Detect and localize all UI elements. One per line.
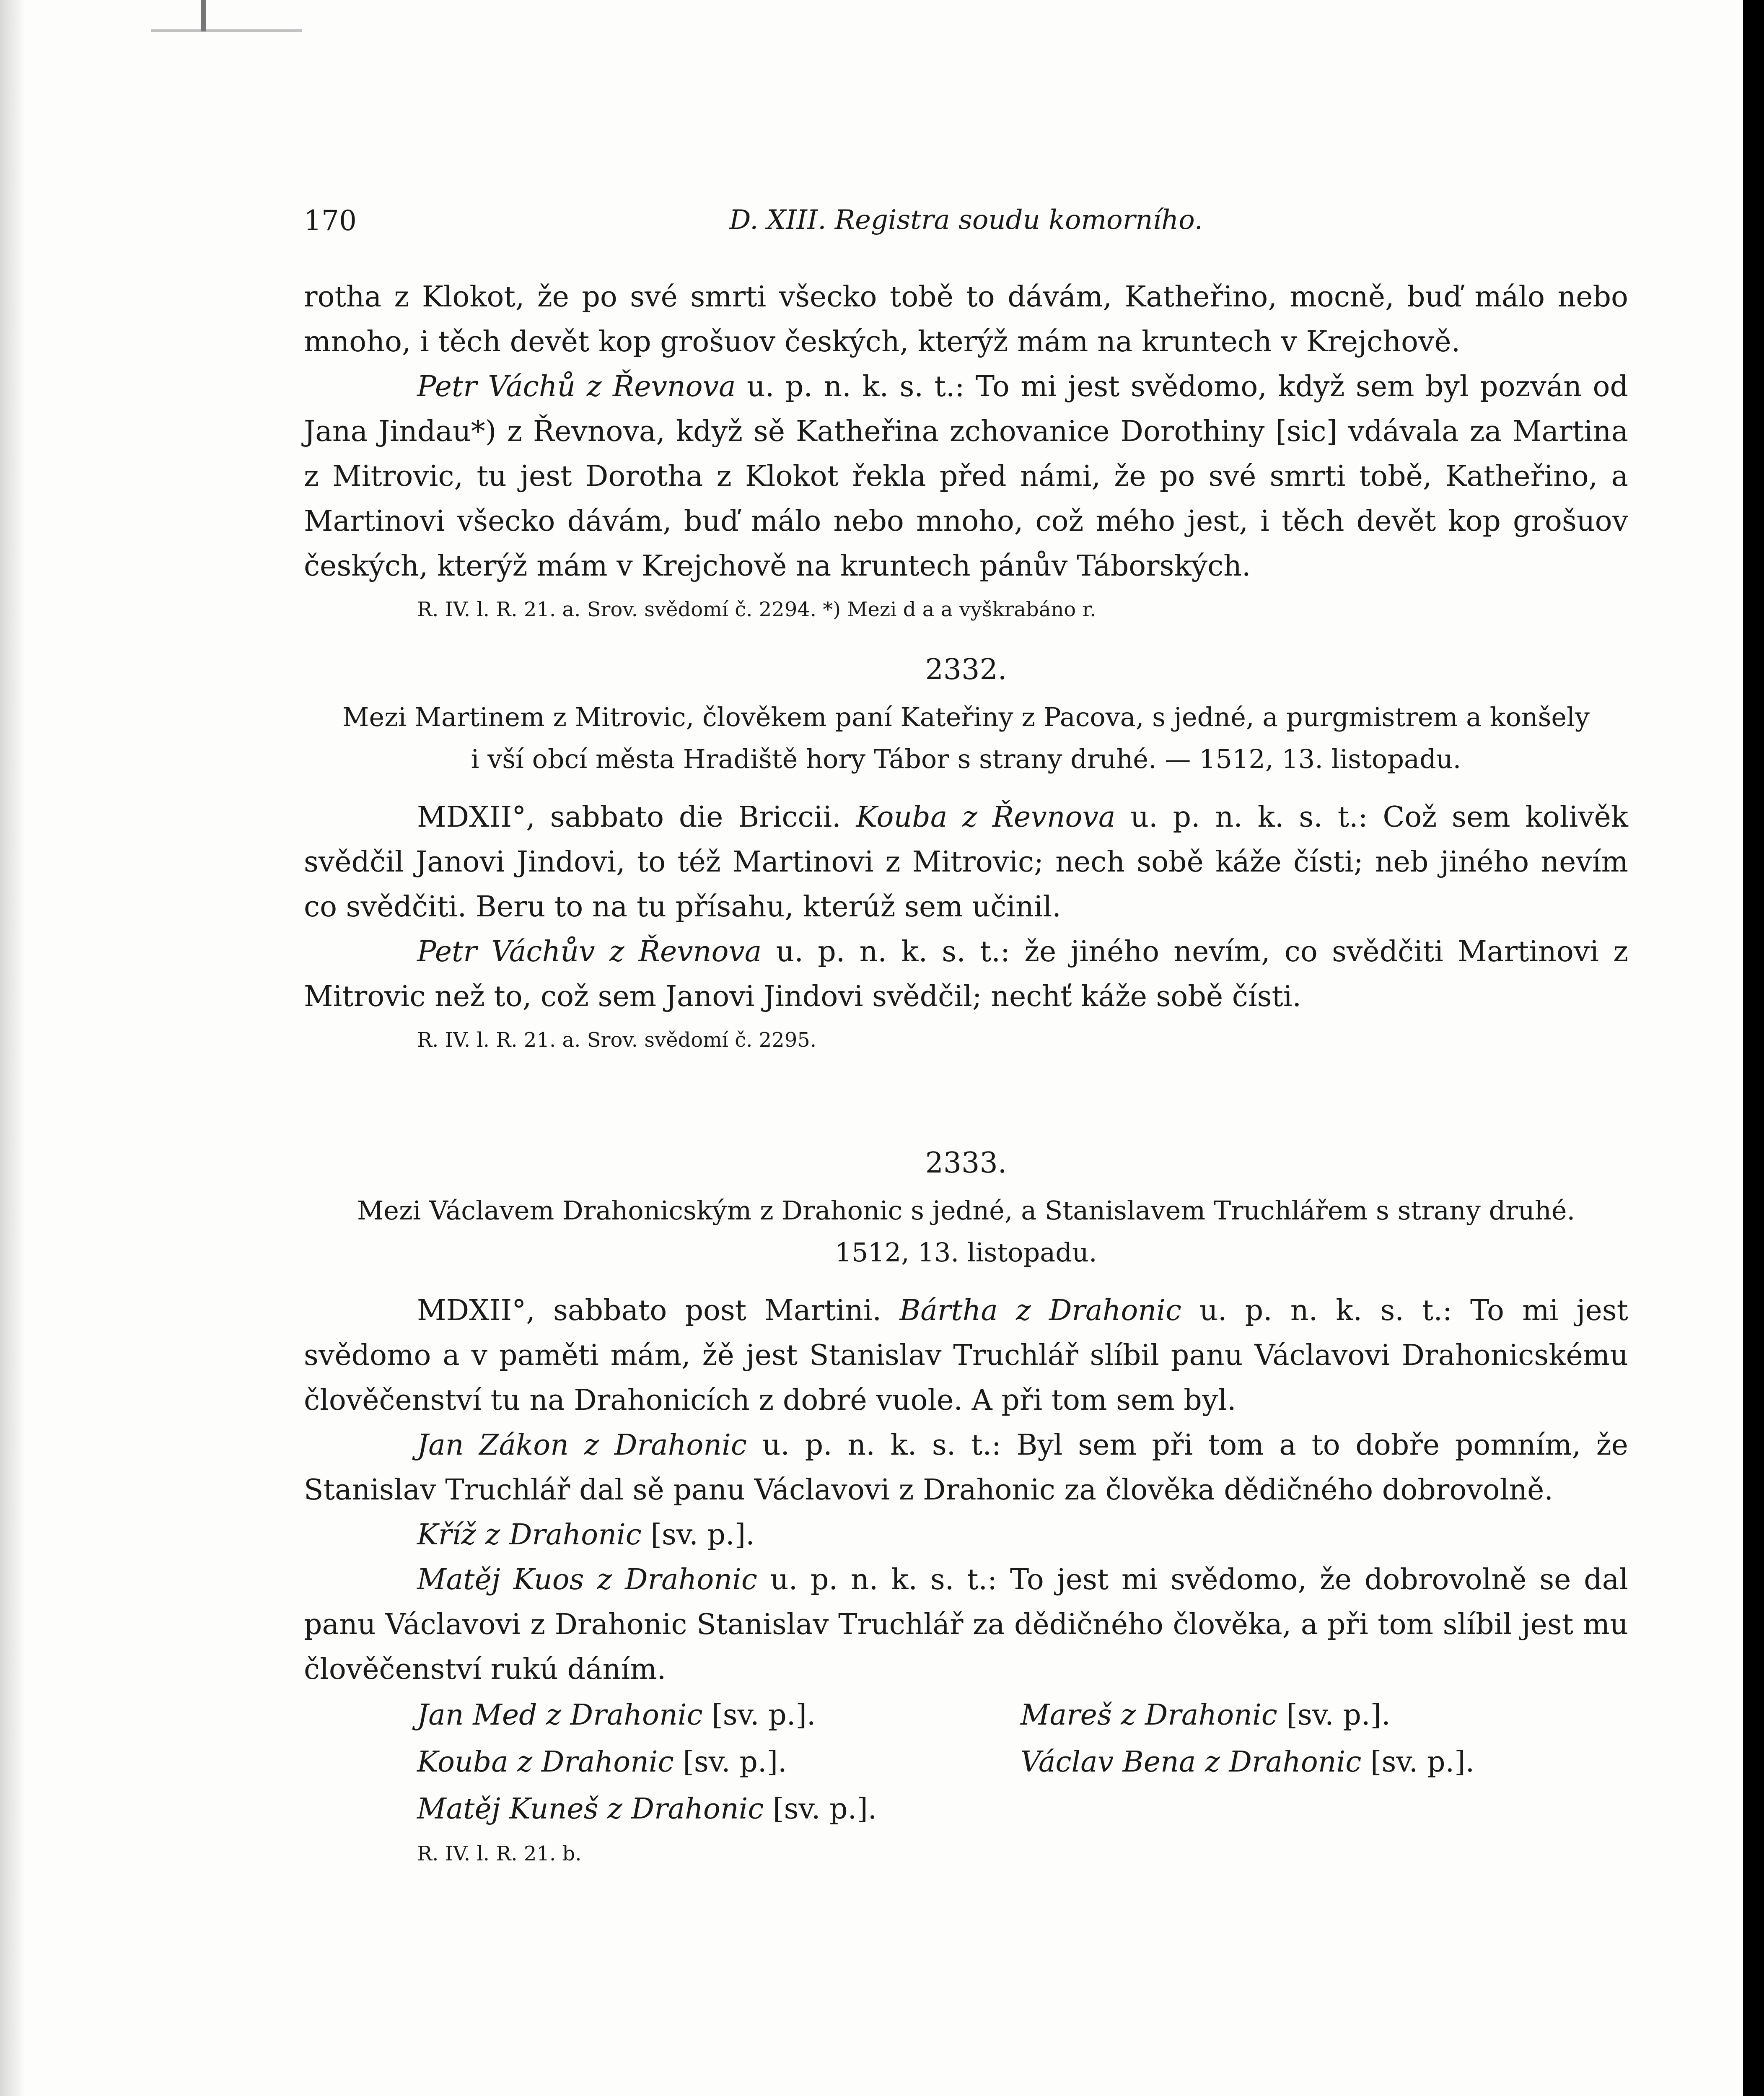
paragraph: Jan Zákon z Drahonic u. p. n. k. s. t.: Byl sem při tom a to dobře pomním, že Stanislav Truchlář dal sě panu Václavovi z Drahonic za člověka dědičného dobrovolně. — [304, 1429, 1628, 1507]
scan-artifact — [151, 0, 302, 32]
witness-name: Petr Váchů z Řevnova — [417, 370, 736, 403]
witness-name: Kouba z Řevnova — [856, 801, 1116, 834]
date: MDXII°, sabbato die Briccii. — [417, 801, 856, 834]
paragraph: Petr Váchů z Řevnova u. p. n. k. s. t.: To mi jest svědomo, když sem byl pozván od Jana Jindau*) z Řevnova, když sě Katheřina zchovanice Dorothiny [sic] vdávala za Martina z Mitrovic, tu jest Dorotha z Klokot řekla před námi, že po své smrti tobě, Katheřino, a Martinovi všecko dávám, buď málo nebo mnoho, což mého jest, i těch devět kop grošuov českých, kterýž mám v Krejchově na kruntech pánův Táborských. — [304, 370, 1628, 583]
paragraph: rotha z Klokot, že po své smrti všecko tobě to dávám, Katheřino, mocně, buď málo nebo mnoho, i těch devět kop grošuov českých, kterýž mám na kruntech v Krejchově. — [304, 280, 1628, 358]
footnote: R. IV. l. R. 21. b. — [417, 1842, 582, 1865]
entry-summary: Mezi Václavem Drahonicským z Drahonic s jedné, a Stanislavem Truchlářem s strany druhé. 1512, 13. listopadu. — [357, 1195, 1575, 1268]
paragraph: Petr Váchův z Řevnova u. p. n. k. s. t.: že jiného nevím, co svědčiti Martinovi z Mitrovic než to, což sem Janovi Jindovi svědčil; nechť káže sobě čísti. — [304, 935, 1628, 1013]
paragraph: Kříž z Drahonic [sv. p.]. — [417, 1518, 755, 1551]
footnote: R. IV. l. R. 21. a. Srov. svědomí č. 2294. *) Mezi d a a vyškrabáno r. — [417, 598, 1096, 621]
entry-number: 2332. — [925, 653, 1007, 686]
witness-item: Jan Med z Drahonic [sv. p.]. — [417, 1699, 816, 1732]
witness-name: Petr Váchův z Řevnova — [417, 935, 762, 968]
witness-list — [304, 1692, 1628, 1833]
witness-name: Matěj Kuos z Drahonic — [417, 1563, 757, 1596]
running-title: D. XIII. Registra soudu komorního. — [729, 205, 1203, 236]
witness-item: Václav Bena z Drahonic [sv. p.]. — [1021, 1746, 1475, 1779]
witness-name: Kříž z Drahonic — [417, 1518, 642, 1551]
footnote: R. IV. l. R. 21. a. Srov. svědomí č. 2295. — [417, 1028, 817, 1052]
scan-edge-shadow — [0, 0, 25, 2096]
witness-name: Bártha z Drahonic — [899, 1294, 1181, 1327]
paragraph: MDXII°, sabbato post Martini. Bártha z Drahonic u. p. n. k. s. t.: To mi jest svědomo a v paměti mám, žě jest Stanislav Truchlář slíbil panu Václavovi Drahonicskému člověčenství tu na Drahonicích z dobré vuole. A při tom sem byl. — [304, 1294, 1628, 1417]
page-body — [304, 275, 1628, 1875]
running-head — [304, 205, 1628, 242]
entry-number: 2333. — [925, 1147, 1007, 1180]
scan-artifact-tick — [201, 0, 206, 31]
witness-item: Matěj Kuneš z Drahonic [sv. p.]. — [417, 1792, 877, 1826]
page-number: 170 — [304, 205, 357, 237]
scan-border — [1743, 0, 1764, 2096]
entry-summary: Mezi Martinem z Mitrovic, člověkem paní Kateřiny z Pacova, s jedné, a purgmistrem a konšely i vší obcí města Hradiště hory Tábor s strany druhé. — 1512, 13. listopadu. — [342, 702, 1590, 774]
witness-item: Mareš z Drahonic [sv. p.]. — [1021, 1699, 1391, 1732]
date: MDXII°, sabbato post Martini. — [417, 1294, 900, 1327]
witness-name: Jan Zákon z Drahonic — [417, 1429, 747, 1462]
paragraph: Matěj Kuos z Drahonic u. p. n. k. s. t.: To jest mi svědomo, že dobrovolně se dal panu Václavovi z Drahonic Stanislav Truchlář za dědičného člověka, a při tom slíbil jest mu člověčenství rukú dáním. — [304, 1563, 1628, 1686]
witness-item: Kouba z Drahonic [sv. p.]. — [417, 1746, 787, 1779]
paragraph: MDXII°, sabbato die Briccii. Kouba z Řevnova u. p. n. k. s. t.: Což sem kolivěk svědčil Janovi Jindovi, to též Martinovi z Mitrovic; nech sobě káže čísti; neb jiného nevím co svědčiti. Beru to na tu přísahu, kterúž sem učinil. — [304, 801, 1628, 923]
